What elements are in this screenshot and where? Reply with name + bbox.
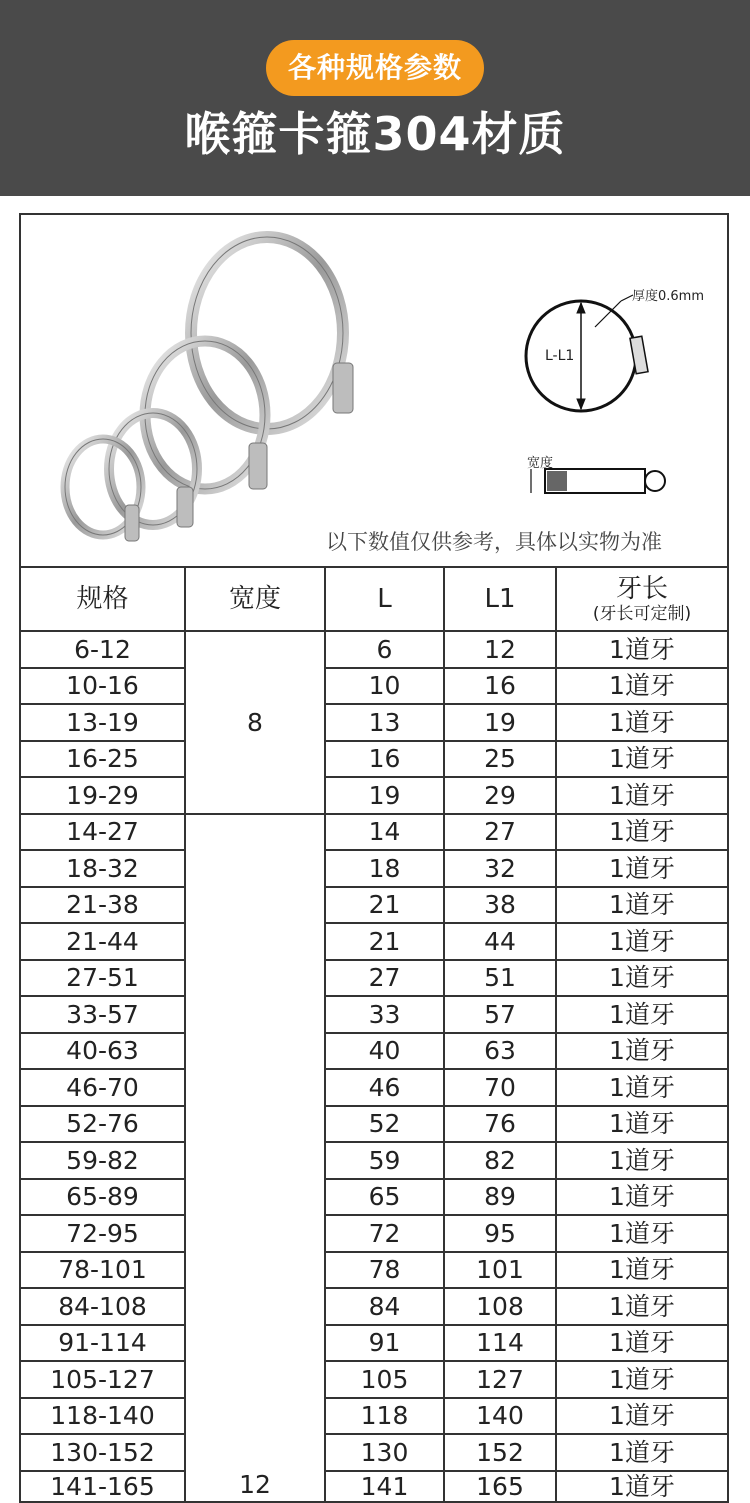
l-cell: 105 <box>326 1362 445 1399</box>
teeth-cell: 1道牙 <box>557 1326 729 1363</box>
spec-cell: 14-27 <box>19 815 186 852</box>
teeth-cell: 1道牙 <box>557 742 729 779</box>
spec-cell: 52-76 <box>19 1107 186 1144</box>
l1-cell: 32 <box>445 851 557 888</box>
header-l1: L1 <box>445 566 557 632</box>
l1-cell: 16 <box>445 669 557 706</box>
l-cell: 14 <box>326 815 445 852</box>
spec-cell: 59-82 <box>19 1143 186 1180</box>
spec-cell: 33-57 <box>19 997 186 1034</box>
diameter-label: L-L1 <box>545 348 575 364</box>
l-cell: 141 <box>326 1472 445 1503</box>
header-l: L <box>326 566 445 632</box>
spec-cell: 78-101 <box>19 1253 186 1290</box>
teeth-cell: 1道牙 <box>557 851 729 888</box>
teeth-cell: 1道牙 <box>557 815 729 852</box>
spec-cell: 91-114 <box>19 1326 186 1363</box>
l-cell: 27 <box>326 961 445 998</box>
teeth-cell: 1道牙 <box>557 1253 729 1290</box>
l1-cell: 25 <box>445 742 557 779</box>
l-cell: 59 <box>326 1143 445 1180</box>
l1-cell: 152 <box>445 1435 557 1472</box>
header-teeth-label: 牙长 <box>615 573 668 604</box>
teeth-cell: 1道牙 <box>557 705 729 742</box>
spec-cell: 46-70 <box>19 1070 186 1107</box>
header-spec: 规格 <box>19 566 186 632</box>
l1-cell: 89 <box>445 1180 557 1217</box>
teeth-cell: 1道牙 <box>557 1289 729 1326</box>
teeth-cell: 1道牙 <box>557 1070 729 1107</box>
spec-cell: 118-140 <box>19 1399 186 1436</box>
l1-cell: 70 <box>445 1070 557 1107</box>
l-cell: 84 <box>326 1289 445 1326</box>
width-label: 宽度 <box>527 456 554 471</box>
spec-cell: 6-12 <box>19 632 186 669</box>
l-cell: 18 <box>326 851 445 888</box>
l-cell: 19 <box>326 778 445 815</box>
spec-cell: 10-16 <box>19 669 186 706</box>
teeth-cell: 1道牙 <box>557 1034 729 1071</box>
header-banner <box>0 0 750 196</box>
spec-badge: 各种规格参数 <box>266 40 484 96</box>
l-cell: 10 <box>326 669 445 706</box>
teeth-cell: 1道牙 <box>557 997 729 1034</box>
teeth-cell: 1道牙 <box>557 778 729 815</box>
spec-cell: 13-19 <box>19 705 186 742</box>
spec-cell: 18-32 <box>19 851 186 888</box>
teeth-cell: 1道牙 <box>557 888 729 925</box>
l1-cell: 63 <box>445 1034 557 1071</box>
l1-cell: 165 <box>445 1472 557 1503</box>
spec-cell: 105-127 <box>19 1362 186 1399</box>
spec-cell: 21-38 <box>19 888 186 925</box>
l-cell: 46 <box>326 1070 445 1107</box>
teeth-cell: 1道牙 <box>557 1180 729 1217</box>
l-cell: 40 <box>326 1034 445 1071</box>
l1-cell: 44 <box>445 924 557 961</box>
l-cell: 21 <box>326 924 445 961</box>
header-teeth <box>557 566 729 632</box>
teeth-cell: 1道牙 <box>557 1107 729 1144</box>
l1-cell: 19 <box>445 705 557 742</box>
spec-cell: 65-89 <box>19 1180 186 1217</box>
l1-cell: 127 <box>445 1362 557 1399</box>
teeth-cell: 1道牙 <box>557 1216 729 1253</box>
l-cell: 130 <box>326 1435 445 1472</box>
teeth-cell: 1道牙 <box>557 1472 729 1503</box>
l1-cell: 95 <box>445 1216 557 1253</box>
clamp-tiny-icon <box>65 439 141 541</box>
spec-cell: 19-29 <box>19 778 186 815</box>
l1-cell: 29 <box>445 778 557 815</box>
l-cell: 13 <box>326 705 445 742</box>
l1-cell: 12 <box>445 632 557 669</box>
spec-cell: 72-95 <box>19 1216 186 1253</box>
teeth-cell: 1道牙 <box>557 924 729 961</box>
teeth-cell: 1道牙 <box>557 1143 729 1180</box>
teeth-cell: 1道牙 <box>557 1435 729 1472</box>
l1-cell: 27 <box>445 815 557 852</box>
disclaimer-caption: 以下数值仅供参考，具体以实物为准 <box>326 530 662 554</box>
page-title: 喉箍卡箍304材质 <box>184 107 566 161</box>
l-cell: 52 <box>326 1107 445 1144</box>
spec-cell: 16-25 <box>19 742 186 779</box>
teeth-cell: 1道牙 <box>557 1362 729 1399</box>
hose-clamp-illustration <box>21 215 727 567</box>
spec-cell: 130-152 <box>19 1435 186 1472</box>
width-diagram <box>531 469 665 493</box>
teeth-cell: 1道牙 <box>557 1399 729 1436</box>
teeth-cell: 1道牙 <box>557 669 729 706</box>
spec-cell: 21-44 <box>19 924 186 961</box>
clamp-large-icon <box>191 237 353 429</box>
header-width: 宽度 <box>186 566 326 632</box>
width-group-cell: 12 <box>186 815 326 1503</box>
l1-cell: 101 <box>445 1253 557 1290</box>
teeth-cell: 1道牙 <box>557 961 729 998</box>
l1-cell: 82 <box>445 1143 557 1180</box>
l-cell: 118 <box>326 1399 445 1436</box>
l1-cell: 108 <box>445 1289 557 1326</box>
l1-cell: 140 <box>445 1399 557 1436</box>
spec-cell: 141-165 <box>19 1472 186 1503</box>
l-cell: 6 <box>326 632 445 669</box>
teeth-cell: 1道牙 <box>557 632 729 669</box>
thickness-label: 厚度0.6mm <box>632 289 705 304</box>
l-cell: 16 <box>326 742 445 779</box>
l-cell: 33 <box>326 997 445 1034</box>
clamp-small-icon <box>109 413 197 527</box>
l1-cell: 51 <box>445 961 557 998</box>
l-cell: 72 <box>326 1216 445 1253</box>
l1-cell: 38 <box>445 888 557 925</box>
l1-cell: 57 <box>445 997 557 1034</box>
l1-cell: 114 <box>445 1326 557 1363</box>
l-cell: 65 <box>326 1180 445 1217</box>
spec-cell: 27-51 <box>19 961 186 998</box>
width-group-cell: 8 <box>186 632 326 815</box>
l-cell: 78 <box>326 1253 445 1290</box>
l1-cell: 76 <box>445 1107 557 1144</box>
spec-cell: 84-108 <box>19 1289 186 1326</box>
header-teeth-note: (牙长可定制) <box>592 603 692 624</box>
l-cell: 91 <box>326 1326 445 1363</box>
l-cell: 21 <box>326 888 445 925</box>
spec-cell: 40-63 <box>19 1034 186 1071</box>
